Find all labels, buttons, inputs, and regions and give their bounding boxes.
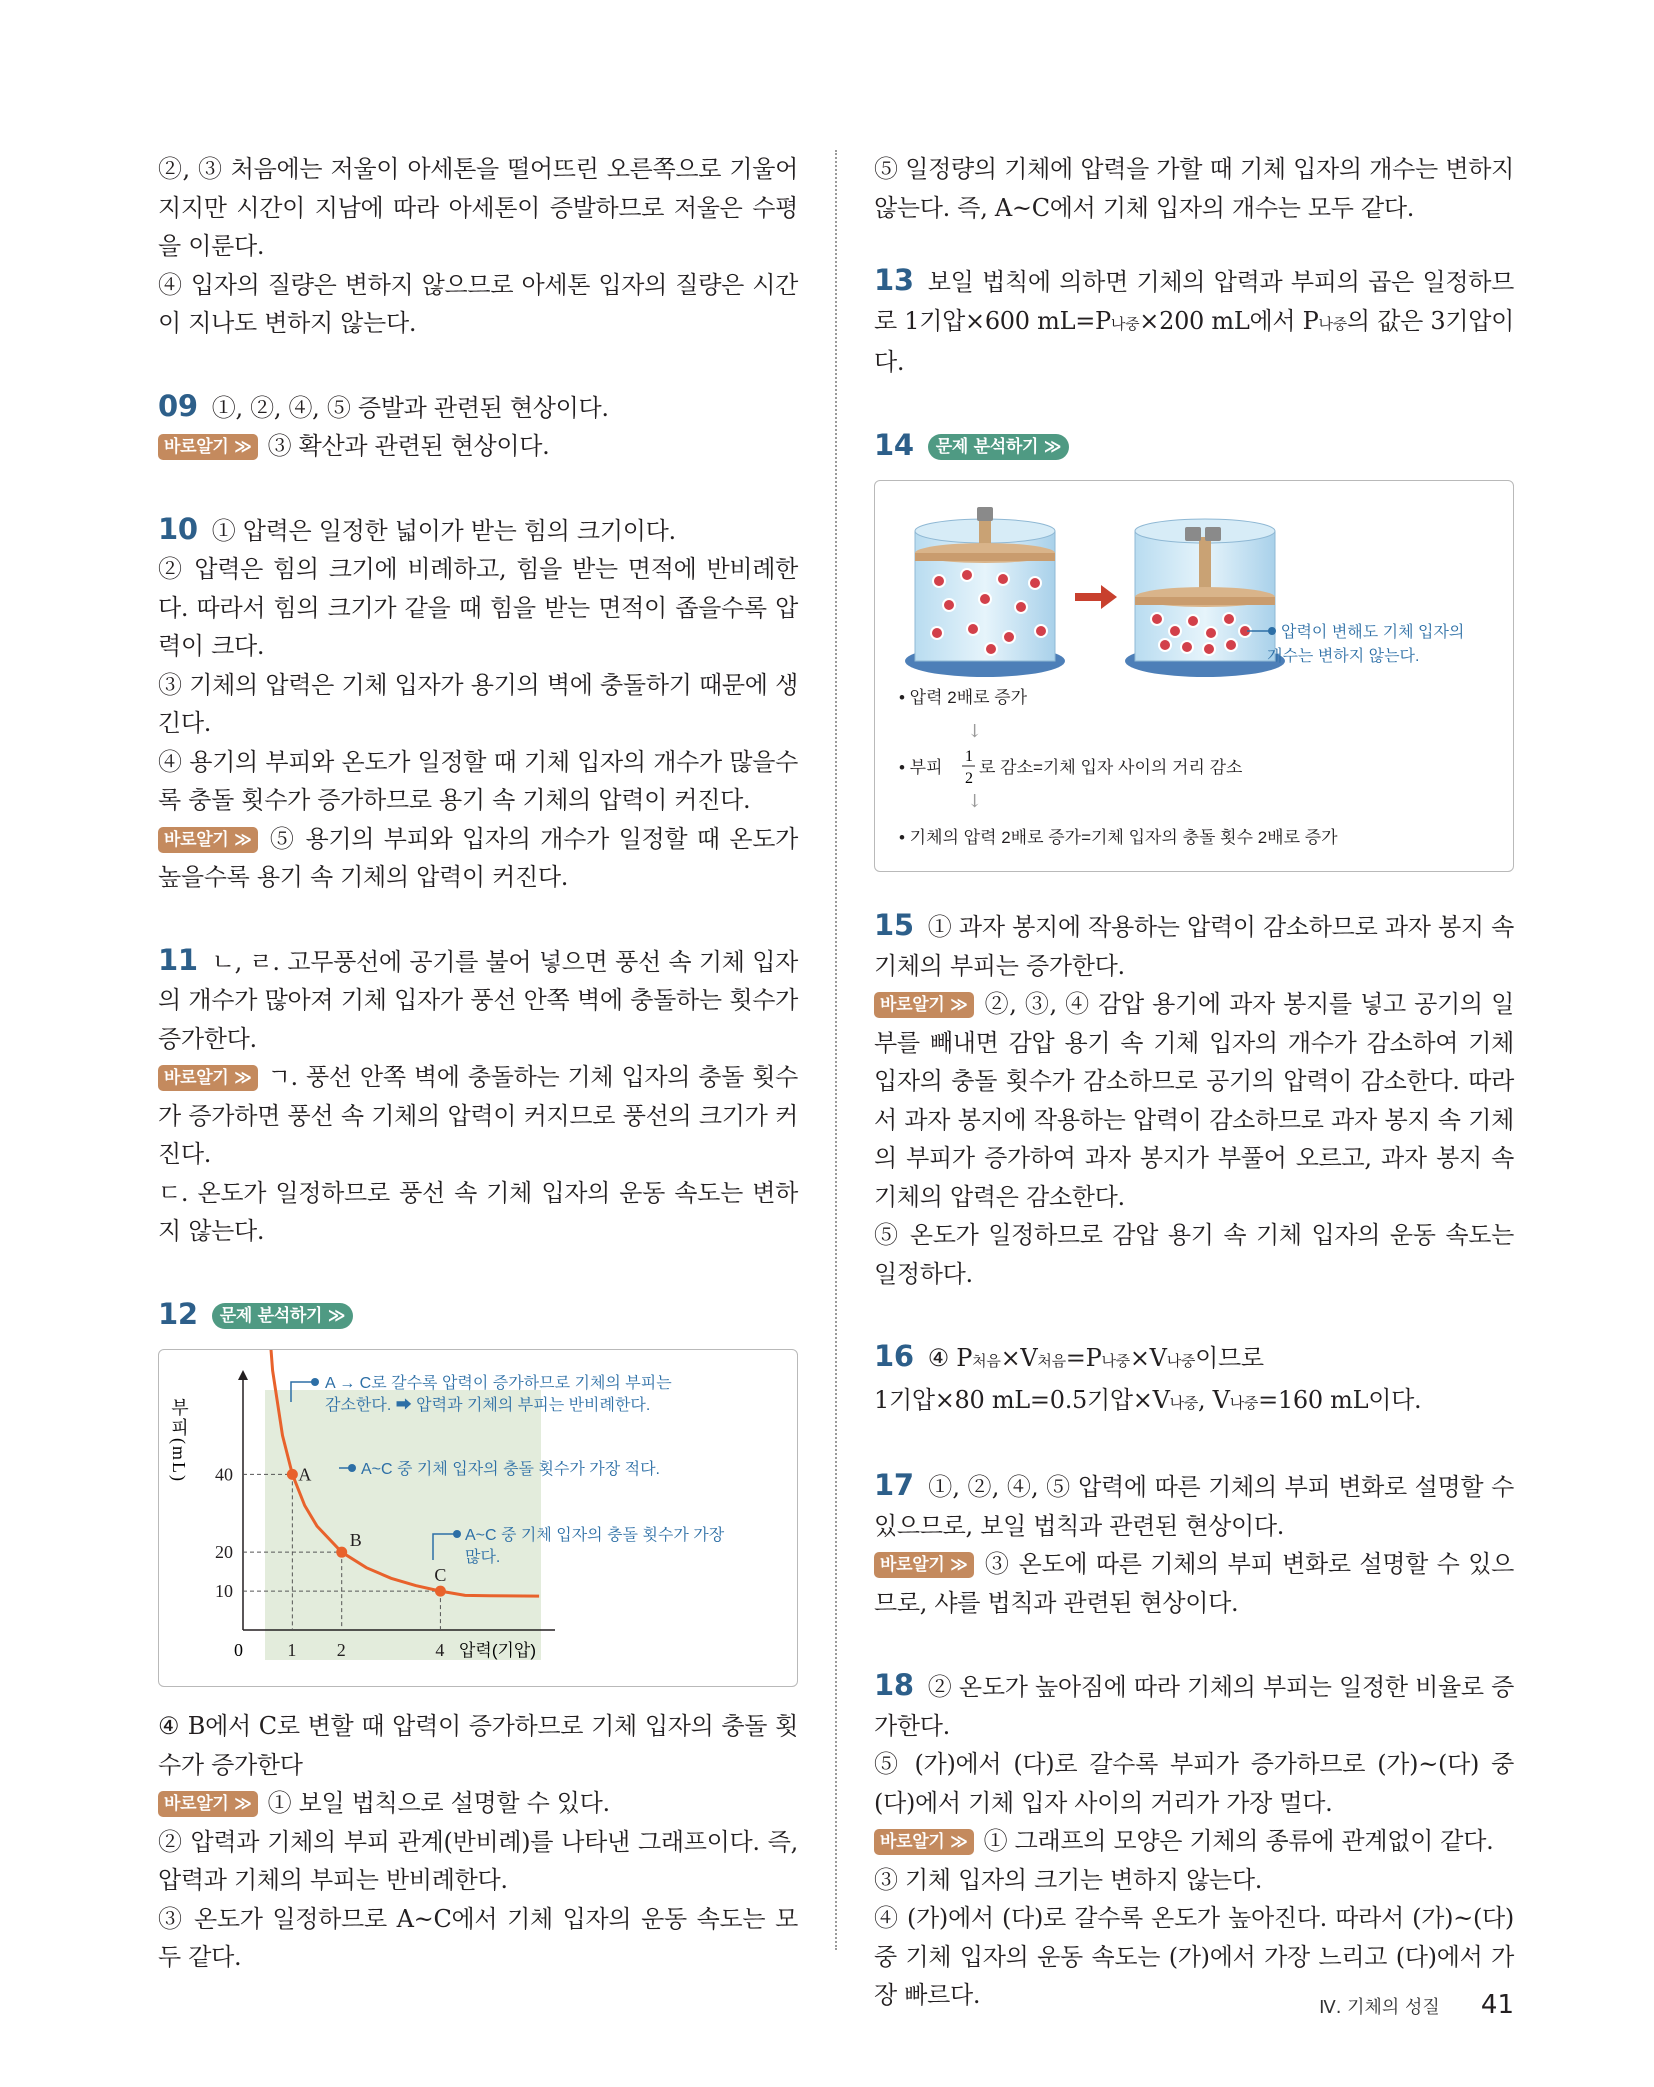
gas-particle (1169, 625, 1181, 637)
step-2: 로 감소=기체 입자 사이의 거리 감소 (979, 758, 1243, 777)
answer-text: ④ 입자의 질량은 변하지 않으므로 아세톤 입자의 질량은 시간이 지나도 변하지 않는다. (158, 270, 798, 337)
gas-particle (985, 643, 997, 655)
correction-text: ②, ③, ④ 감압 용기에 과자 봉지를 넣고 공기의 일부를 빼내면 감압 용기 속 기체 입자의 개수가 감소하여 기체 입자의 충돌 횟수가 감소하므로 공기의 압력이 감소한다. 따라서 과자 봉지에 작용하는 압력이 감소하므로 과자 봉지 속 기체의 부피가 증가하여 과자 봉지가 부풀어 오르고, 과자 봉지 속 기체의 압력은 감소한다. (874, 990, 1514, 1211)
analysis-badge: 문제 분석하기 ≫ (928, 434, 1069, 460)
x-tick-label: 1 (287, 1640, 297, 1660)
gas-particle (1205, 627, 1217, 639)
answer-text: ④ B에서 C로 변할 때 압력이 증가하므로 기체 입자의 충돌 횟수가 증가한다 (158, 1712, 798, 1779)
step-1: • 압력 2배로 증가 (899, 688, 1028, 707)
data-point (287, 1469, 298, 1480)
answer-text: ⑤ 온도가 일정하므로 감압 용기 속 기체 입자의 운동 속도는 일정하다. (874, 1221, 1514, 1288)
y-tick-label: 10 (215, 1581, 233, 1602)
correction-text: ③ 확산과 관련된 현상이다. (267, 432, 550, 460)
answer-11 (158, 941, 798, 1251)
note-line1: 압력이 변해도 기체 입자의 (1281, 624, 1465, 641)
subscript: 나중 (1229, 1393, 1259, 1412)
correction-badge: 바로알기 ≫ (874, 1829, 974, 1855)
point-label: B (349, 1530, 362, 1551)
down-arrow-icon: ↓ (967, 791, 983, 812)
y-axis-arrow (238, 1370, 248, 1380)
correction-badge: 바로알기 ≫ (158, 1065, 258, 1091)
question-number: 11 (158, 942, 198, 977)
gas-particle (1181, 641, 1193, 653)
answer-text: ③ 온도가 일정하므로 A~C에서 기체 입자의 운동 속도는 모두 같다. (158, 1904, 798, 1971)
x-axis-label: 압력(기압) (459, 1641, 537, 1660)
answer-17 (874, 1466, 1514, 1622)
formula-part: 1기압×80 mL=0.5기압×V (874, 1385, 1170, 1414)
correction-badge: 바로알기 ≫ (158, 434, 258, 460)
note-marker (1268, 627, 1276, 635)
analysis-badge: 문제 분석하기 ≫ (212, 1303, 353, 1329)
formula-part: ×V (1129, 1344, 1167, 1372)
piston-diagram (875, 481, 1511, 871)
question-number: 13 (874, 263, 914, 297)
correction-text: ① 보일 법칙으로 설명할 수 있다. (267, 1789, 610, 1817)
right-column (874, 150, 1514, 2015)
gas-particle (943, 599, 955, 611)
answer-text: ④ 용기의 부피와 온도가 일정할 때 기체 입자의 개수가 많을수록 충돌 횟수가 증가하므로 용기 속 기체의 압력이 커진다. (158, 747, 798, 814)
correction-text: ⑤ 용기의 부피와 입자의 개수가 일정할 때 온도가 높을수록 용기 속 기체의 압력이 커진다. (158, 824, 798, 891)
x-tick-label: 2 (336, 1640, 346, 1660)
gas-particle (1015, 601, 1027, 613)
subscript: 처음 (1037, 1352, 1066, 1370)
y-tick-label: 20 (215, 1542, 233, 1563)
x-tick-label: 4 (435, 1640, 445, 1660)
note-c-line2: 많다. (465, 1549, 501, 1566)
y-axis-label: 부피(mL) (169, 1398, 189, 1483)
answer-text: ① 과자 봉지에 작용하는 압력이 감소하므로 과자 봉지 속 기체의 부피는 증가한다. (874, 913, 1514, 980)
note-a: A~C 중 기체 입자의 충돌 횟수가 가장 적다. (361, 1461, 660, 1478)
subscript: 나중 (1101, 1352, 1130, 1370)
correction-text: ㄱ. 풍선 안쪽 벽에 충돌하는 기체 입자의 충돌 횟수가 증가하면 풍선 속 기체의 압력이 커지므로 풍선의 크기가 커진다. (158, 1063, 798, 1168)
y-tick-label: 40 (215, 1464, 233, 1485)
subscript: 나중 (1166, 1352, 1196, 1370)
gas-particle (1225, 639, 1237, 651)
note-c-line1: A~C 중 기체 입자의 충돌 횟수가 가장 (465, 1527, 725, 1544)
correction-badge: 바로알기 ≫ (874, 992, 974, 1018)
gas-particle (967, 623, 979, 635)
point-label: C (434, 1565, 447, 1586)
subscript: 나중 (1110, 314, 1140, 333)
subscript: 처음 (972, 1352, 1001, 1370)
point-label: A (298, 1464, 312, 1485)
gas-particle (961, 569, 973, 581)
formula-part: =160 mL이다. (1258, 1385, 1422, 1414)
gas-particle (1035, 625, 1047, 637)
plot-background (265, 1390, 541, 1660)
note-top-line2: 감소한다. ➡ 압력과 기체의 부피는 반비례한다. (325, 1397, 651, 1414)
formula-part: =P (1065, 1344, 1102, 1372)
step-2-prefix: • 부피 (899, 758, 943, 777)
gas-particle (1223, 613, 1235, 625)
answer-15 (874, 906, 1514, 1293)
formula-part: ④ P (927, 1344, 973, 1372)
answer-10 (158, 510, 798, 897)
correction-badge: 바로알기 ≫ (874, 1552, 974, 1578)
answer-text: ㄷ. 온도가 일정하므로 풍선 속 기체 입자의 운동 속도는 변하지 않는다. (158, 1178, 798, 1245)
left-column (158, 150, 798, 1977)
answer-text: ② 온도가 높아짐에 따라 기체의 부피는 일정한 비율로 증가한다. (874, 1673, 1514, 1740)
answer-text: ② 압력과 기체의 부피 관계(반비례)를 나타낸 그래프이다. 즉, 압력과 기체의 부피는 반비례한다. (158, 1827, 798, 1894)
answer-12 (158, 1295, 798, 1977)
question-number: 18 (874, 1668, 914, 1702)
answer-text: ③ 기체의 압력은 기체 입자가 용기의 벽에 충돌하기 때문에 생긴다. (158, 670, 798, 737)
note-line2: 개수는 변하지 않는다. (1267, 648, 1420, 665)
arrow-icon (1075, 585, 1117, 609)
answer-text: ④ (가)에서 (다)로 갈수록 온도가 높아진다. 따라서 (가)~(다) 중 기체 입자의 운동 속도는 (가)에서 가장 느리고 (다)에서 가장 빠르다. (874, 1904, 1514, 2009)
gas-particle (979, 593, 991, 605)
gas-particle (1159, 639, 1171, 651)
answer-text: ③ 기체 입자의 크기는 변하지 않는다. (874, 1865, 1263, 1894)
gas-particle (931, 627, 943, 639)
question-number: 10 (158, 511, 198, 546)
correction-text: ① 그래프의 모양은 기체의 종류에 관계없이 같다. (983, 1827, 1494, 1855)
question-number: 15 (874, 908, 914, 942)
answer-14 (874, 426, 1514, 873)
answer-text: 보일 법칙에 의하면 기체의 압력과 부피의 곱은 일정하므로 1기압×600 mL=P (874, 268, 1514, 335)
gas-particle (1203, 643, 1215, 655)
answer-text: ①, ②, ④, ⑤ 증발과 관련된 현상이다. (211, 393, 609, 422)
formula-part: , V (1198, 1385, 1230, 1414)
chapter-title: Ⅳ. 기체의 성질 (1319, 1997, 1440, 2018)
question-number: 14 (874, 427, 914, 462)
down-arrow-icon: ↓ (967, 721, 983, 742)
answer-text: ⑤ 일정량의 기체에 압력을 가할 때 기체 입자의 개수는 변하지 않는다. 즉, A~C에서 기체 입자의 개수는 모두 같다. (874, 155, 1514, 222)
question-number: 09 (158, 388, 198, 423)
answer-09 (158, 387, 798, 466)
gas-particle (997, 573, 1009, 585)
data-point (336, 1547, 347, 1558)
boyle-law-graph (159, 1350, 795, 1686)
fraction-denominator: 2 (965, 770, 973, 787)
formula-part: 이므로 (1195, 1344, 1264, 1372)
gas-particle (933, 575, 945, 587)
question-number: 16 (874, 1339, 914, 1373)
note-marker (348, 1464, 356, 1472)
column-divider (835, 150, 837, 1950)
gas-particle (1151, 613, 1163, 625)
origin-label: 0 (234, 1640, 243, 1660)
answer-text: ①, ②, ④, ⑤ 압력에 따른 기체의 부피 변화로 설명할 수 있으므로, 보일 법칙과 관련된 현상이다. (874, 1473, 1514, 1540)
page-footer (1319, 1990, 1514, 2020)
correction-badge: 바로알기 ≫ (158, 1791, 258, 1817)
question-number: 17 (874, 1468, 914, 1502)
gas-particle (1003, 631, 1015, 643)
piston-diagram-box (874, 480, 1514, 872)
answer-12-continued (874, 150, 1514, 227)
answer-text: ×200 mL에서 P (1139, 306, 1319, 335)
correction-badge: 바로알기 ≫ (158, 827, 258, 853)
correction-text: ③ 온도에 따른 기체의 부피 변화로 설명할 수 있으므로, 샤를 법칙과 관련된 현상이다. (874, 1550, 1514, 1617)
note-marker (453, 1530, 461, 1538)
note-top-line1: A → C로 갈수록 압력이 증가하므로 기체의 부피는 (325, 1375, 672, 1392)
answer-text: ② 압력은 힘의 크기에 비례하고, 힘을 받는 면적에 반비례한다. 따라서 힘의 크기가 같을 때 힘을 받는 면적이 좁을수록 압력이 크다. (158, 555, 798, 660)
answer-text: ⑤ (가)에서 (다)로 갈수록 부피가 증가하므로 (가)~(다) 중 (다)에서 기체 입자 사이의 거리가 가장 멀다. (874, 1750, 1514, 1817)
answer-16 (874, 1337, 1514, 1422)
formula-part: ×V (1000, 1344, 1038, 1372)
subscript: 나중 (1318, 314, 1347, 333)
subscript: 나중 (1169, 1393, 1198, 1412)
gas-particle (1187, 615, 1199, 627)
gas-particle (1029, 577, 1041, 589)
answer-13 (874, 261, 1514, 382)
step-3: • 기체의 압력 2배로 증가=기체 입자의 충돌 횟수 2배로 증가 (899, 828, 1338, 847)
answer-text: ① 압력은 일정한 넓이가 받는 힘의 크기이다. (211, 516, 676, 545)
answer-text: 의 값은 3기압이다. (874, 306, 1514, 376)
answer-text: ②, ③ 처음에는 저울이 아세톤을 떨어뜨린 오른쪽으로 기울어지지만 시간이 지남에 따라 아세톤이 증발하므로 저울은 수평을 이룬다. (158, 155, 798, 260)
page-number: 41 (1480, 1990, 1514, 2020)
fraction-numerator: 1 (965, 748, 973, 765)
question-number: 12 (158, 1296, 198, 1331)
answer-text: ㄴ, ㄹ. 고무풍선에 공기를 불어 넣으면 풍선 속 기체 입자의 개수가 많아져 기체 입자가 풍선 안쪽 벽에 충돌하는 횟수가 증가한다. (158, 947, 798, 1053)
note-marker (311, 1378, 319, 1386)
boyle-graph-box (158, 1349, 798, 1687)
answer-08-continued (158, 150, 798, 343)
answer-18 (874, 1666, 1514, 2015)
data-point (435, 1586, 446, 1597)
